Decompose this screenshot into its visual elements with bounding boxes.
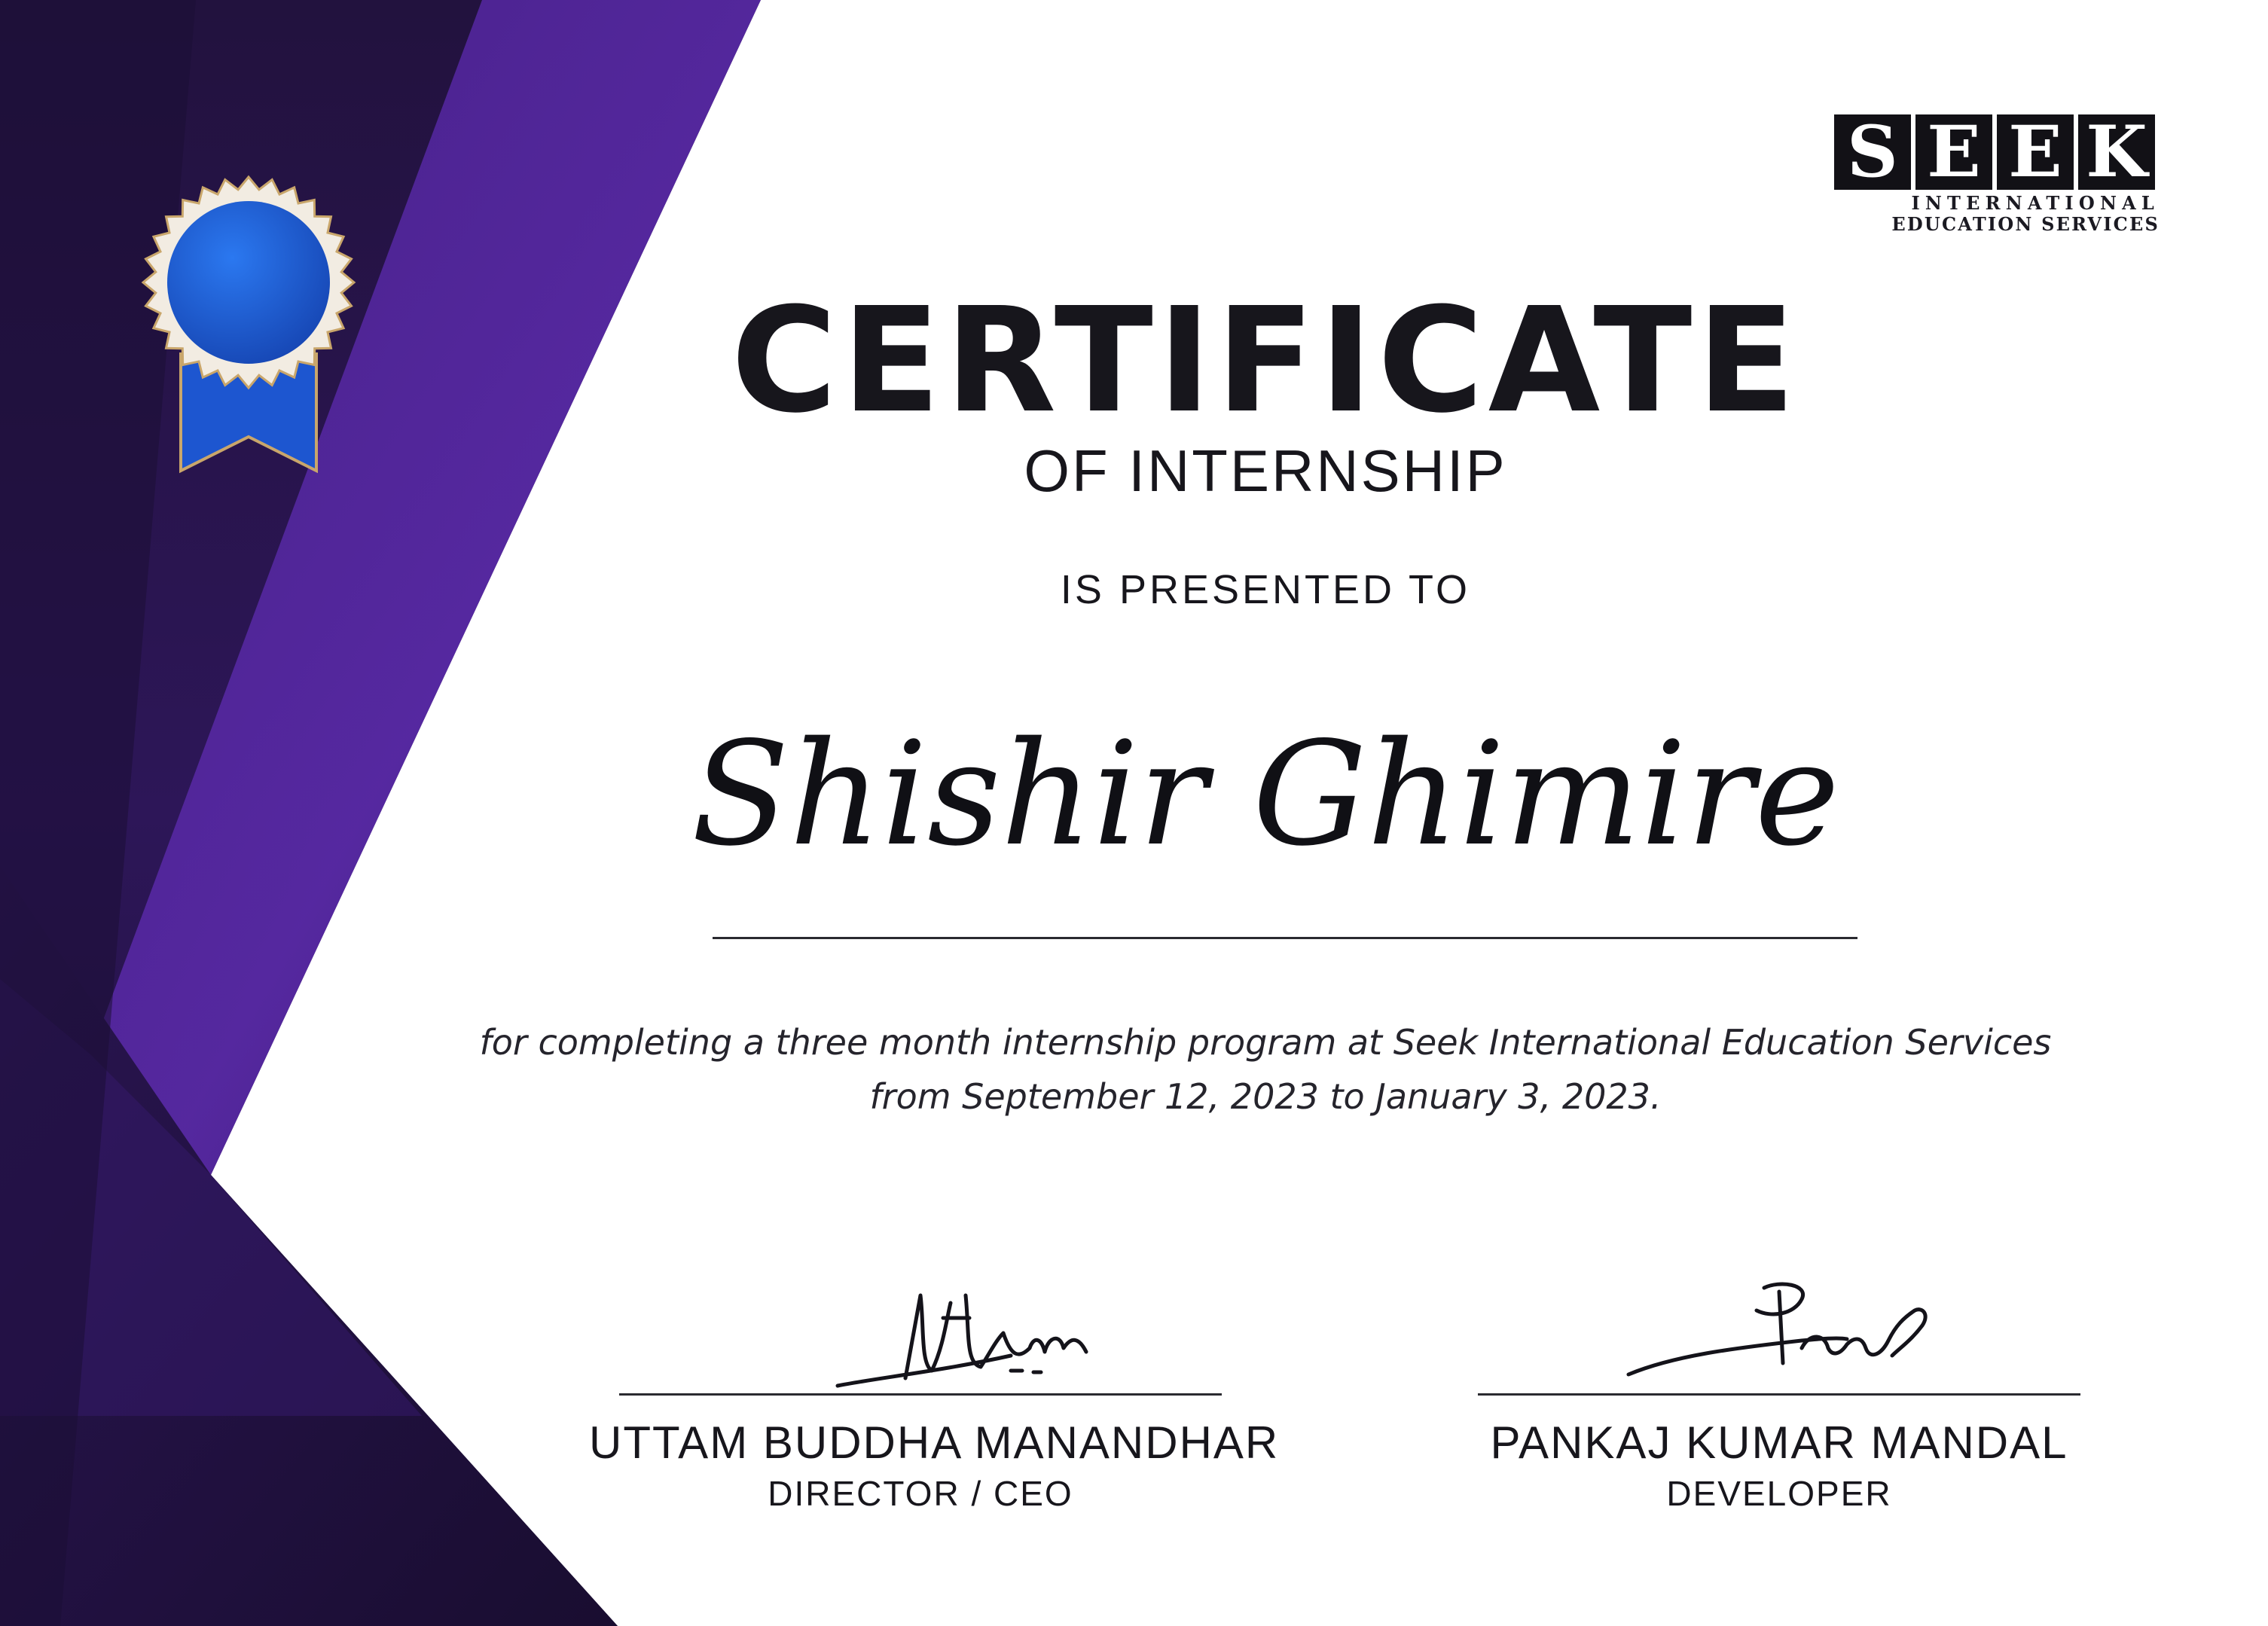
handwritten-signature-pankaj [1448, 1265, 2111, 1393]
logo-wordmark [1834, 111, 2166, 194]
logo-tagline-2: EDUCATION SERVICES [1891, 213, 2160, 235]
logo-letter: K [2078, 114, 2155, 190]
certificate-title: CERTIFICATE [731, 277, 1800, 445]
seek-logo [1834, 111, 2166, 235]
presented-to-label: IS PRESENTED TO [1060, 567, 1471, 612]
signatory-name: UTTAM BUDDHA MANANDHAR [589, 1417, 1280, 1468]
certificate-description: for completing a three month internship program at Seek International Education Services from September 12, 2023 to January 3, 2023. [479, 1022, 2052, 1117]
award-seal-icon [139, 173, 358, 474]
name-underline [713, 937, 1857, 939]
signature-line [619, 1393, 1222, 1396]
signatory-developer [1448, 1265, 2111, 1515]
seal-center [167, 201, 330, 364]
handwritten-signature-uttam [589, 1265, 1252, 1393]
logo-letter: S [1834, 114, 1911, 190]
logo-letter: E [1915, 114, 1992, 190]
recipient-name: Shishir Ghimire [691, 711, 1840, 877]
logo-letter: E [1997, 114, 2074, 190]
signature-line [1478, 1393, 2080, 1396]
signatory-title: DEVELOPER [1666, 1474, 1892, 1513]
certificate-subtitle: OF INTERNSHIP [1024, 438, 1507, 504]
signatory-title: DIRECTOR / CEO [768, 1474, 1073, 1513]
signatory-name: PANKAJ KUMAR MANDAL [1490, 1417, 2068, 1468]
signatory-director [589, 1265, 1280, 1515]
logo-tagline-1: INTERNATIONAL [1911, 192, 2160, 214]
